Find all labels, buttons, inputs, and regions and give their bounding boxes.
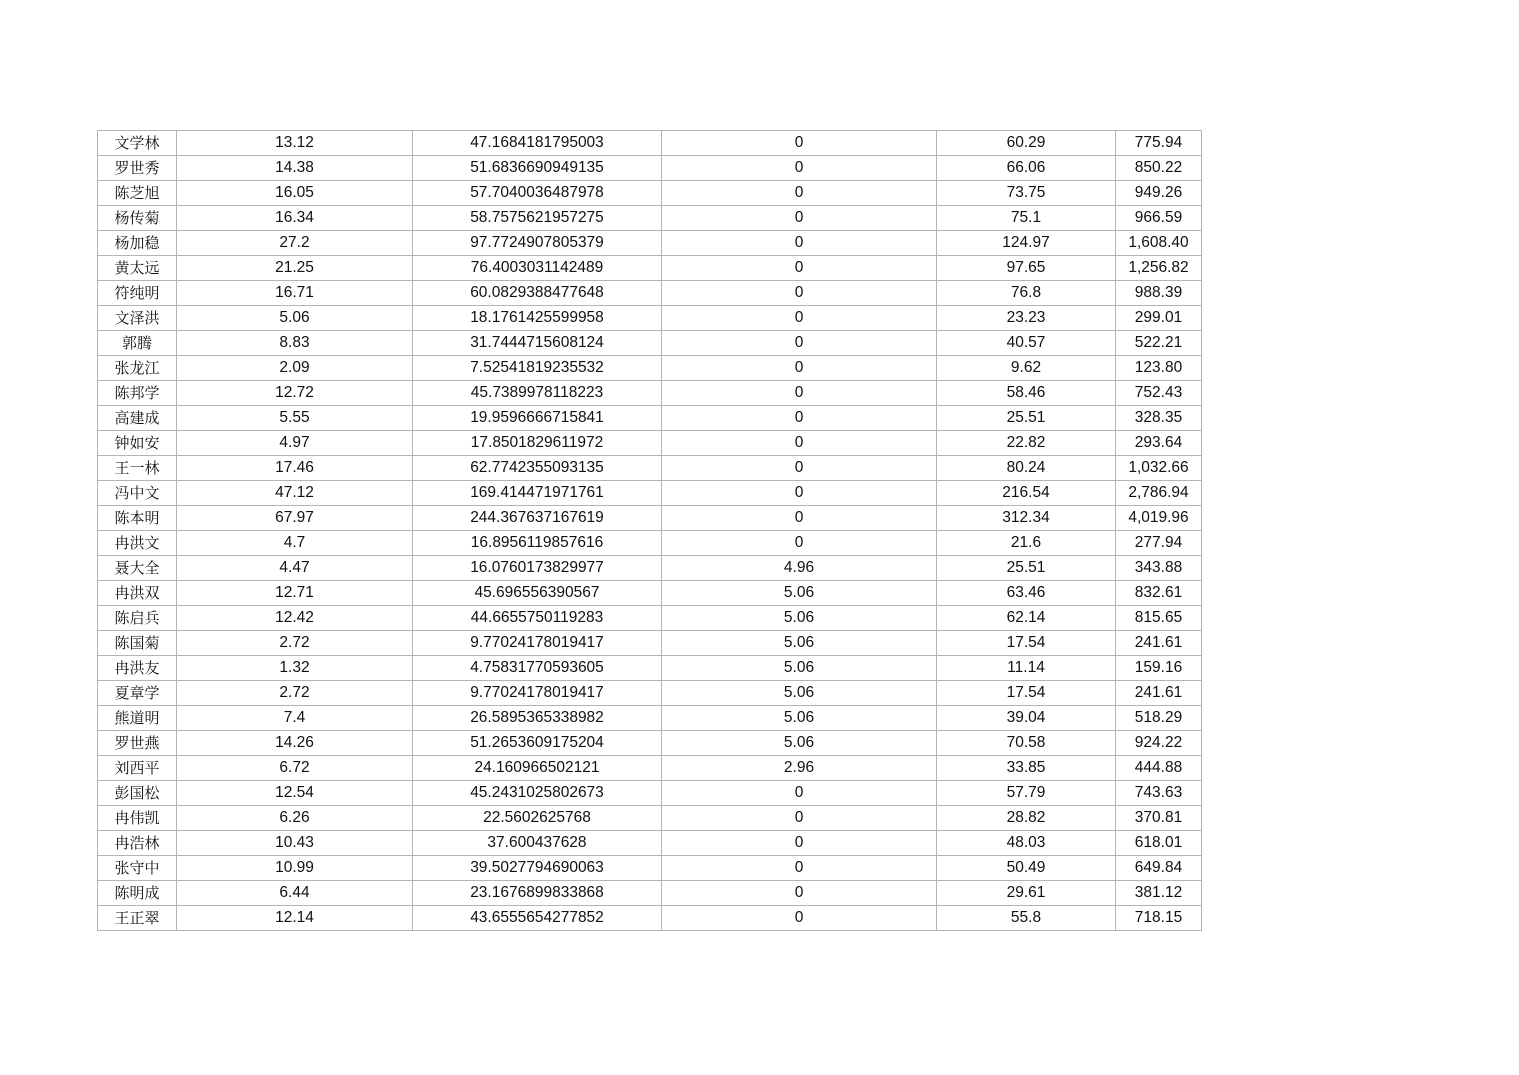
value-cell-1: 16.71 [177, 281, 413, 306]
value-cell-1: 12.42 [177, 606, 413, 631]
value-cell-2: 51.6836690949135 [413, 156, 662, 181]
name-cell: 高建成 [98, 406, 177, 431]
total-cell: 832.61 [1116, 581, 1202, 606]
name-cell: 冉洪双 [98, 581, 177, 606]
value-cell-1: 12.71 [177, 581, 413, 606]
value-cell-4: 40.57 [937, 331, 1116, 356]
value-cell-1: 6.72 [177, 756, 413, 781]
total-cell: 718.15 [1116, 906, 1202, 931]
name-cell: 聂大全 [98, 556, 177, 581]
value-cell-2: 39.5027794690063 [413, 856, 662, 881]
table-row [98, 131, 1202, 156]
value-cell-3: 0 [662, 506, 937, 531]
total-cell: 241.61 [1116, 631, 1202, 656]
value-cell-2: 16.8956119857616 [413, 531, 662, 556]
name-cell: 陈邦学 [98, 381, 177, 406]
name-cell: 郭腾 [98, 331, 177, 356]
value-cell-4: 33.85 [937, 756, 1116, 781]
table-row [98, 731, 1202, 756]
value-cell-1: 4.7 [177, 531, 413, 556]
value-cell-3: 0 [662, 831, 937, 856]
table-row [98, 806, 1202, 831]
table-row [98, 881, 1202, 906]
value-cell-4: 70.58 [937, 731, 1116, 756]
value-cell-2: 24.160966502121 [413, 756, 662, 781]
data-table [97, 130, 1202, 931]
value-cell-4: 11.14 [937, 656, 1116, 681]
value-cell-3: 4.96 [662, 556, 937, 581]
value-cell-2: 45.7389978118223 [413, 381, 662, 406]
total-cell: 159.16 [1116, 656, 1202, 681]
value-cell-1: 5.55 [177, 406, 413, 431]
value-cell-3: 0 [662, 531, 937, 556]
value-cell-4: 28.82 [937, 806, 1116, 831]
value-cell-1: 10.99 [177, 856, 413, 881]
value-cell-2: 19.9596666715841 [413, 406, 662, 431]
value-cell-4: 75.1 [937, 206, 1116, 231]
value-cell-2: 4.75831770593605 [413, 656, 662, 681]
value-cell-4: 73.75 [937, 181, 1116, 206]
total-cell: 815.65 [1116, 606, 1202, 631]
value-cell-1: 14.38 [177, 156, 413, 181]
table-row [98, 581, 1202, 606]
value-cell-4: 97.65 [937, 256, 1116, 281]
name-cell: 杨传菊 [98, 206, 177, 231]
total-cell: 2,786.94 [1116, 481, 1202, 506]
name-cell: 张守中 [98, 856, 177, 881]
name-cell: 冉浩林 [98, 831, 177, 856]
value-cell-3: 0 [662, 406, 937, 431]
value-cell-4: 23.23 [937, 306, 1116, 331]
value-cell-1: 2.72 [177, 631, 413, 656]
value-cell-4: 17.54 [937, 631, 1116, 656]
value-cell-2: 45.696556390567 [413, 581, 662, 606]
table-row [98, 906, 1202, 931]
value-cell-3: 5.06 [662, 731, 937, 756]
value-cell-4: 58.46 [937, 381, 1116, 406]
total-cell: 618.01 [1116, 831, 1202, 856]
total-cell: 949.26 [1116, 181, 1202, 206]
value-cell-1: 16.34 [177, 206, 413, 231]
table-row [98, 356, 1202, 381]
table-row [98, 606, 1202, 631]
value-cell-2: 51.2653609175204 [413, 731, 662, 756]
table-row [98, 781, 1202, 806]
name-cell: 冉洪友 [98, 656, 177, 681]
value-cell-4: 17.54 [937, 681, 1116, 706]
value-cell-2: 76.4003031142489 [413, 256, 662, 281]
table-row [98, 506, 1202, 531]
table-row [98, 531, 1202, 556]
value-cell-2: 244.367637167619 [413, 506, 662, 531]
total-cell: 444.88 [1116, 756, 1202, 781]
table-row [98, 431, 1202, 456]
value-cell-2: 47.1684181795003 [413, 131, 662, 156]
total-cell: 123.80 [1116, 356, 1202, 381]
name-cell: 陈本明 [98, 506, 177, 531]
value-cell-1: 4.97 [177, 431, 413, 456]
table-row [98, 306, 1202, 331]
value-cell-3: 0 [662, 206, 937, 231]
value-cell-1: 14.26 [177, 731, 413, 756]
table-row [98, 481, 1202, 506]
value-cell-1: 12.72 [177, 381, 413, 406]
value-cell-4: 48.03 [937, 831, 1116, 856]
table-row [98, 856, 1202, 881]
value-cell-2: 9.77024178019417 [413, 631, 662, 656]
value-cell-3: 0 [662, 856, 937, 881]
name-cell: 王正翠 [98, 906, 177, 931]
total-cell: 343.88 [1116, 556, 1202, 581]
total-cell: 775.94 [1116, 131, 1202, 156]
name-cell: 陈国菊 [98, 631, 177, 656]
total-cell: 1,256.82 [1116, 256, 1202, 281]
value-cell-1: 47.12 [177, 481, 413, 506]
total-cell: 518.29 [1116, 706, 1202, 731]
name-cell: 罗世秀 [98, 156, 177, 181]
value-cell-2: 37.600437628 [413, 831, 662, 856]
name-cell: 陈芝旭 [98, 181, 177, 206]
value-cell-2: 97.7724907805379 [413, 231, 662, 256]
total-cell: 293.64 [1116, 431, 1202, 456]
name-cell: 王一林 [98, 456, 177, 481]
table-row [98, 631, 1202, 656]
name-cell: 文泽洪 [98, 306, 177, 331]
total-cell: 966.59 [1116, 206, 1202, 231]
value-cell-1: 12.54 [177, 781, 413, 806]
value-cell-2: 169.414471971761 [413, 481, 662, 506]
name-cell: 陈启兵 [98, 606, 177, 631]
value-cell-4: 60.29 [937, 131, 1116, 156]
value-cell-3: 0 [662, 381, 937, 406]
value-cell-2: 7.52541819235532 [413, 356, 662, 381]
value-cell-1: 2.09 [177, 356, 413, 381]
table-row [98, 281, 1202, 306]
value-cell-4: 21.6 [937, 531, 1116, 556]
value-cell-4: 22.82 [937, 431, 1116, 456]
table-row [98, 331, 1202, 356]
table-row [98, 831, 1202, 856]
value-cell-2: 58.7575621957275 [413, 206, 662, 231]
table-row [98, 681, 1202, 706]
value-cell-4: 312.34 [937, 506, 1116, 531]
table-row [98, 756, 1202, 781]
name-cell: 冉洪文 [98, 531, 177, 556]
name-cell: 文学林 [98, 131, 177, 156]
value-cell-2: 60.0829388477648 [413, 281, 662, 306]
total-cell: 988.39 [1116, 281, 1202, 306]
value-cell-3: 5.06 [662, 581, 937, 606]
value-cell-2: 18.1761425599958 [413, 306, 662, 331]
value-cell-3: 5.06 [662, 656, 937, 681]
value-cell-3: 5.06 [662, 681, 937, 706]
table-row [98, 206, 1202, 231]
value-cell-2: 9.77024178019417 [413, 681, 662, 706]
value-cell-2: 57.7040036487978 [413, 181, 662, 206]
value-cell-3: 0 [662, 881, 937, 906]
value-cell-3: 0 [662, 306, 937, 331]
table-row [98, 381, 1202, 406]
name-cell: 熊道明 [98, 706, 177, 731]
name-cell: 陈明成 [98, 881, 177, 906]
value-cell-3: 0 [662, 331, 937, 356]
value-cell-1: 67.97 [177, 506, 413, 531]
value-cell-1: 16.05 [177, 181, 413, 206]
value-cell-3: 0 [662, 481, 937, 506]
value-cell-3: 0 [662, 181, 937, 206]
value-cell-1: 6.26 [177, 806, 413, 831]
value-cell-2: 43.6555654277852 [413, 906, 662, 931]
total-cell: 752.43 [1116, 381, 1202, 406]
value-cell-4: 66.06 [937, 156, 1116, 181]
value-cell-3: 0 [662, 806, 937, 831]
total-cell: 328.35 [1116, 406, 1202, 431]
value-cell-4: 62.14 [937, 606, 1116, 631]
name-cell: 张龙江 [98, 356, 177, 381]
value-cell-4: 50.49 [937, 856, 1116, 881]
table-row [98, 706, 1202, 731]
table-row [98, 556, 1202, 581]
value-cell-3: 0 [662, 281, 937, 306]
value-cell-3: 0 [662, 431, 937, 456]
value-cell-3: 0 [662, 156, 937, 181]
value-cell-1: 21.25 [177, 256, 413, 281]
table-row [98, 456, 1202, 481]
value-cell-1: 2.72 [177, 681, 413, 706]
value-cell-2: 62.7742355093135 [413, 456, 662, 481]
total-cell: 381.12 [1116, 881, 1202, 906]
value-cell-1: 7.4 [177, 706, 413, 731]
name-cell: 符纯明 [98, 281, 177, 306]
value-cell-2: 16.0760173829977 [413, 556, 662, 581]
name-cell: 冯中文 [98, 481, 177, 506]
value-cell-2: 17.8501829611972 [413, 431, 662, 456]
name-cell: 冉伟凯 [98, 806, 177, 831]
value-cell-3: 5.06 [662, 631, 937, 656]
value-cell-3: 0 [662, 781, 937, 806]
value-cell-4: 216.54 [937, 481, 1116, 506]
value-cell-2: 44.6655750119283 [413, 606, 662, 631]
value-cell-3: 0 [662, 906, 937, 931]
name-cell: 夏章学 [98, 681, 177, 706]
total-cell: 924.22 [1116, 731, 1202, 756]
value-cell-2: 26.5895365338982 [413, 706, 662, 731]
value-cell-4: 39.04 [937, 706, 1116, 731]
table-row [98, 156, 1202, 181]
value-cell-4: 25.51 [937, 556, 1116, 581]
table-body [98, 131, 1202, 931]
value-cell-1: 6.44 [177, 881, 413, 906]
name-cell: 刘西平 [98, 756, 177, 781]
total-cell: 850.22 [1116, 156, 1202, 181]
name-cell: 杨加稳 [98, 231, 177, 256]
value-cell-1: 1.32 [177, 656, 413, 681]
value-cell-1: 8.83 [177, 331, 413, 356]
name-cell: 彭国松 [98, 781, 177, 806]
value-cell-1: 4.47 [177, 556, 413, 581]
value-cell-4: 80.24 [937, 456, 1116, 481]
table-row [98, 181, 1202, 206]
total-cell: 299.01 [1116, 306, 1202, 331]
value-cell-2: 31.7444715608124 [413, 331, 662, 356]
total-cell: 1,032.66 [1116, 456, 1202, 481]
total-cell: 1,608.40 [1116, 231, 1202, 256]
value-cell-4: 63.46 [937, 581, 1116, 606]
value-cell-1: 17.46 [177, 456, 413, 481]
value-cell-4: 124.97 [937, 231, 1116, 256]
value-cell-3: 2.96 [662, 756, 937, 781]
value-cell-1: 10.43 [177, 831, 413, 856]
value-cell-4: 9.62 [937, 356, 1116, 381]
value-cell-2: 45.2431025802673 [413, 781, 662, 806]
value-cell-1: 27.2 [177, 231, 413, 256]
value-cell-1: 13.12 [177, 131, 413, 156]
total-cell: 522.21 [1116, 331, 1202, 356]
name-cell: 黄太远 [98, 256, 177, 281]
value-cell-1: 5.06 [177, 306, 413, 331]
total-cell: 241.61 [1116, 681, 1202, 706]
value-cell-4: 29.61 [937, 881, 1116, 906]
name-cell: 钟如安 [98, 431, 177, 456]
value-cell-1: 12.14 [177, 906, 413, 931]
value-cell-3: 5.06 [662, 606, 937, 631]
value-cell-2: 22.5602625768 [413, 806, 662, 831]
value-cell-4: 57.79 [937, 781, 1116, 806]
value-cell-3: 0 [662, 231, 937, 256]
table-row [98, 406, 1202, 431]
value-cell-4: 25.51 [937, 406, 1116, 431]
value-cell-4: 76.8 [937, 281, 1116, 306]
name-cell: 罗世燕 [98, 731, 177, 756]
value-cell-3: 0 [662, 256, 937, 281]
value-cell-4: 55.8 [937, 906, 1116, 931]
value-cell-3: 5.06 [662, 706, 937, 731]
table-row [98, 256, 1202, 281]
total-cell: 370.81 [1116, 806, 1202, 831]
table-row [98, 656, 1202, 681]
value-cell-3: 0 [662, 356, 937, 381]
value-cell-3: 0 [662, 456, 937, 481]
table-row [98, 231, 1202, 256]
total-cell: 649.84 [1116, 856, 1202, 881]
value-cell-2: 23.1676899833868 [413, 881, 662, 906]
total-cell: 743.63 [1116, 781, 1202, 806]
total-cell: 4,019.96 [1116, 506, 1202, 531]
total-cell: 277.94 [1116, 531, 1202, 556]
value-cell-3: 0 [662, 131, 937, 156]
